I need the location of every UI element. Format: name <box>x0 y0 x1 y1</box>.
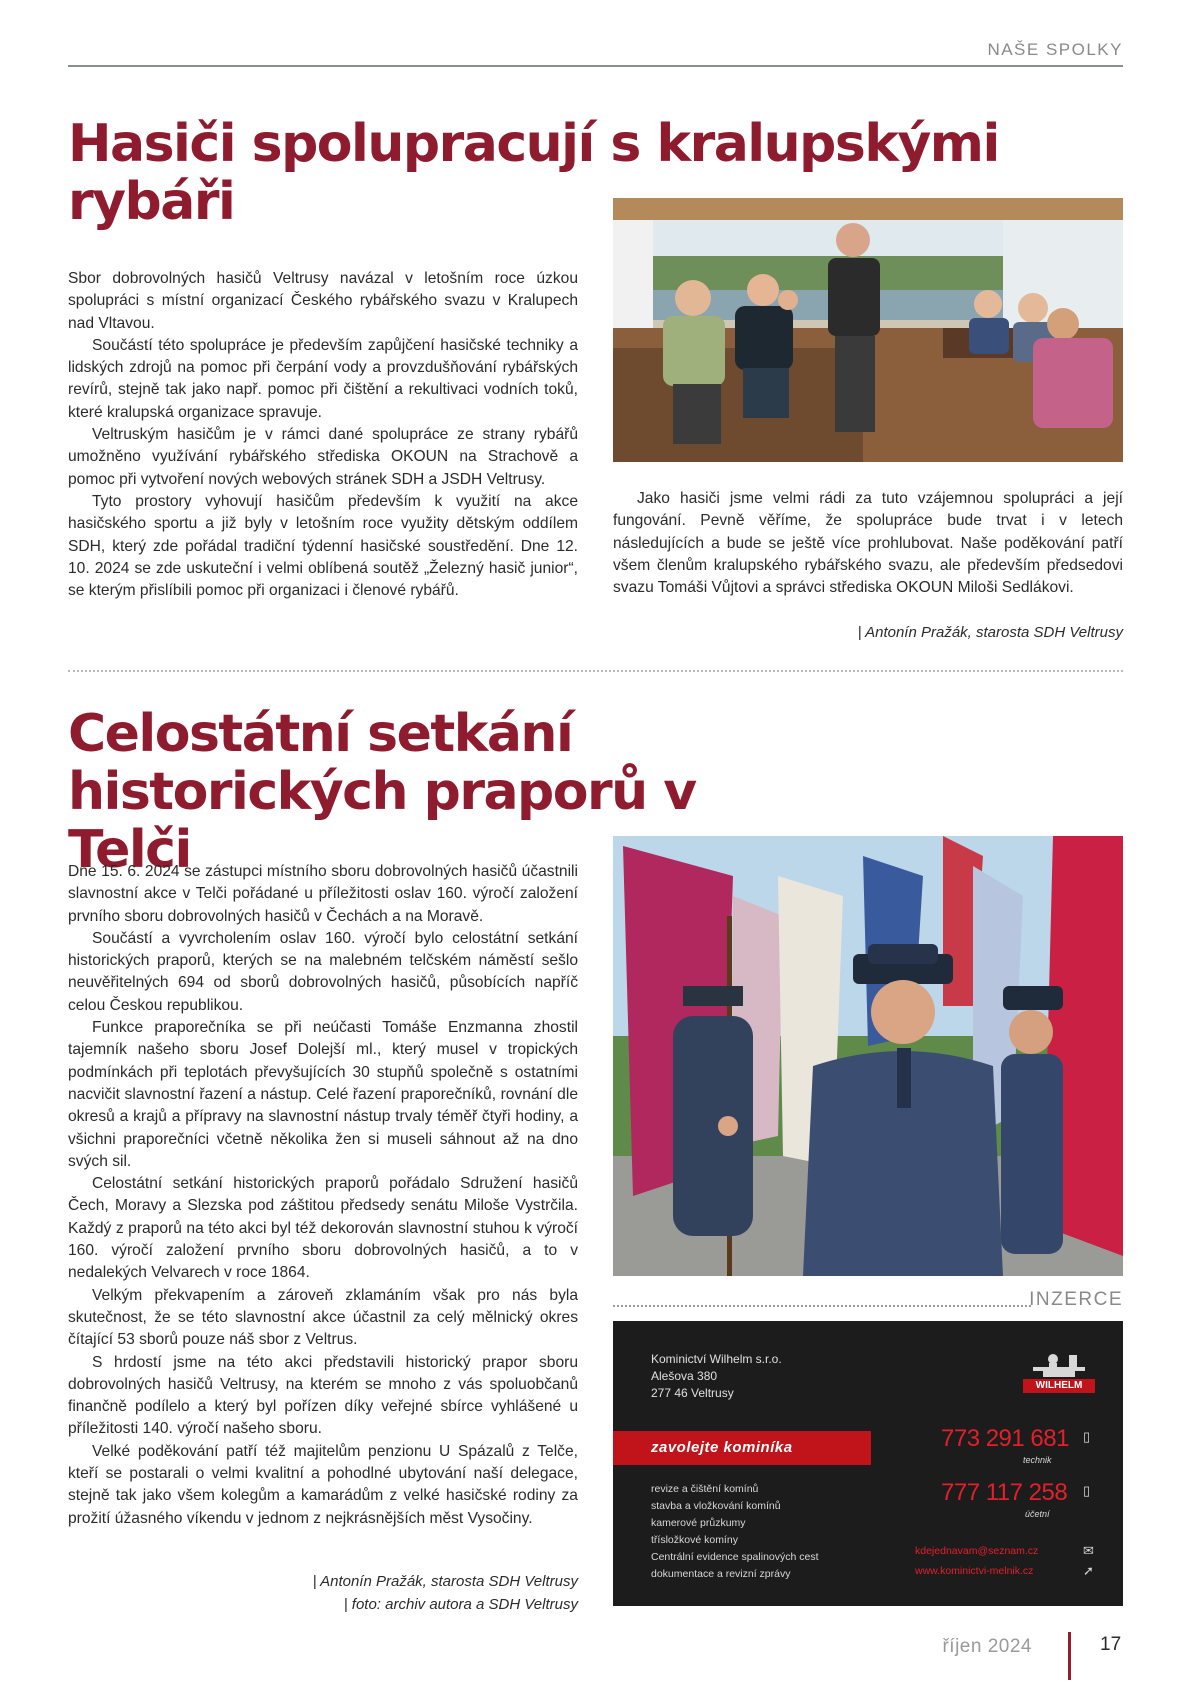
article1-paragraph: Sbor dobrovolných hasičů Veltrusy navázal v letošním roce úzkou spolupráci s místní organizací Českého rybářského svazu v Kralupech nad Vltavou. <box>68 270 578 332</box>
article-divider <box>68 670 1123 672</box>
ad-email: kdejednavam@seznam.cz <box>915 1545 1039 1557</box>
ad-phone-accounting: 777 117 258 <box>941 1479 1068 1506</box>
article2-title: Celostátní setkání historických praporů v Telči <box>68 704 696 880</box>
ad-company-info <box>651 1351 782 1402</box>
ad-company-line: 277 46 Veltrusy <box>651 1386 734 1400</box>
article1-body <box>68 268 578 602</box>
ad-service-item: kamerové průzkumy <box>651 1517 746 1529</box>
article2-paragraph: Celostátní setkání historických praporů pořádalo Sdružení hasičů Čech, Moravy a Slezska pod záštitou předsedy senátu Miloše Vystrčila. Každý z praporů na této akci byl též dekorován slavnostní stuhou k výročí 160. výročí založení prvního sboru dobrovolných hasičů, a to v nedalekých Velvarech v roce 1864. <box>68 1175 578 1282</box>
ad-label-dots <box>613 1305 1031 1307</box>
article1-paragraph: Jako hasiči jsme velmi rádi za tuto vzájemnou spolupráci a její fungování. Pevně věříme, že spolupráce bude trvat i v letech následujících a bude se ještě více prohlubovat. Naše poděkování patří všem členům kralupského rybářského svazu, ale především předsedovi svazu Tomáši Vůjtovi a správci střediska OKOUN Miloši Sedlákovi. <box>613 490 1123 597</box>
article1-paragraph: Veltruským hasičům je v rámci dané spolupráce ze strany rybářů umožněno využívání rybářského střediska OKOUN na Strachově a pomoc při vytvoření nových webových stránek SDH a JSDH Veltrusy. <box>68 426 578 488</box>
ad-phone-technician: 773 291 681 <box>941 1425 1069 1452</box>
ad-logo-text: WILHELM <box>1023 1379 1095 1393</box>
article2-paragraph: Velké poděkování patří též majitelům penzionu U Spázalů z Telče, kteří se postarali o velmi kvalitní a pohodlné ubytování naší delegace, stejně tak jako všem kolegům a kamarádům z velké hasičské rodiny za prožití úžasného víkendu v jednom z nejkrásnějších měst Vysočiny. <box>68 1442 578 1527</box>
article2-photo <box>613 836 1123 1276</box>
header-rule <box>68 65 1123 67</box>
article2-body <box>68 861 578 1530</box>
article2-paragraph: Velkým překvapením a zároveň zklamáním však pro nás byla skutečnost, že se této slavnostní akce účastnil za celý mělnický okres čítající 53 sborů pouze náš sbor z Veltrus. <box>68 1286 578 1349</box>
footer-rule <box>1068 1632 1071 1680</box>
ad-service-item: revize a čištění komínů <box>651 1483 759 1495</box>
cursor-arrow-icon: ➚ <box>1083 1563 1094 1578</box>
ad-label: INZERCE <box>1029 1289 1123 1310</box>
flags-photo-image <box>613 836 1123 1276</box>
article1-byline: | Antonín Pražák, starosta SDH Veltrusy <box>857 624 1123 641</box>
ad-company-line: Kominictví Wilhelm s.r.o. <box>651 1352 782 1366</box>
ad-slogan: zavolejte kominíka <box>651 1439 793 1456</box>
article2-paragraph: Dne 15. 6. 2024 se zástupci místního sboru dobrovolných hasičů účastnili slavnostní akce v Telči pořádané u příležitosti oslav 160. výročí založení prvního sboru dobrovolných hasičů v Čechách a na Moravě. <box>68 863 578 925</box>
ad-service-item: dokumentace a revizní zprávy <box>651 1568 791 1580</box>
article1-photo <box>613 198 1123 462</box>
envelope-icon: ✉ <box>1083 1543 1094 1558</box>
section-label: NAŠE SPOLKY <box>987 40 1123 59</box>
ad-phone-accounting-label: účetní <box>1025 1509 1050 1519</box>
article2-paragraph: Součástí a vyvrcholením oslav 160. výročí bylo celostátní setkání historických praporů, kterých se na malebném telčském náměstí sešlo neuvěřitelných 694 od sborů dobrovolných hasičů, působících napříč celou Českou republikou. <box>68 929 578 1014</box>
advertisement <box>613 1321 1123 1606</box>
mobile-phone-icon: ▯ <box>1083 1483 1091 1498</box>
article2-bylines <box>68 1570 578 1616</box>
ad-service-item: stavba a vložkování komínů <box>651 1500 781 1512</box>
article1-paragraph: Tyto prostory vyhovují hasičům především k využití na akce hasičského sportu a již byly v letošním roce využity dětským oddílem SDH, který zde pořádal tradiční týdenní hasičské soustředění. Dne 12. 10. 2024 se zde uskuteční i velmi oblíbená soutěž „Železný hasič junior“, se kterým přislíbili pomoc při organizaci i členové rybářů. <box>68 492 578 600</box>
article1-title: Hasiči spolupracují s kralupskými rybáři <box>68 114 999 232</box>
article1-paragraph: Součástí této spolupráce je především zapůjčení hasičské techniky a lidských zdrojů na pomoc při čerpání vody a provzdušňování rybářských revírů, stejně tak jako např. pomoc při čištění a rekultivaci vodních toků, které kralupská organizace spravuje. <box>68 336 578 421</box>
article2-paragraph: Funkce praporečníka se při neúčasti Tomáše Enzmanna zhostil tajemník našeho sboru Josef Dolejší ml., který musel v tropických podmínkách při teplotách převyšujících 30 stupňů společně s ostatními nacvičit slavnostní řazení a nástup. Celé řazení praporečníků, rovnání dle okresů a krajů a přípravy na slavnostní nástup trvaly téměř čtyři hodiny, a všichni praporečníci včetně několika žen si museli sáhnout až na dno svých sil. <box>68 1019 578 1170</box>
article2-byline: | Antonín Pražák, starosta SDH Veltrusy <box>312 1573 578 1590</box>
ad-service-item: Centrální evidence spalinových cest <box>651 1551 819 1563</box>
article2-photo-credit: | foto: archiv autora a SDH Veltrusy <box>343 1596 578 1613</box>
ad-services-list <box>651 1481 819 1583</box>
ad-service-item: třísložkové komíny <box>651 1534 738 1546</box>
ad-phone-technician-label: technik <box>1023 1455 1052 1465</box>
article1-body-right <box>613 488 1123 599</box>
boat-photo-image <box>613 198 1123 462</box>
footer-date: říjen 2024 <box>942 1636 1032 1657</box>
page-number: 17 <box>1100 1634 1122 1655</box>
ad-website: www.kominictvi-melnik.cz <box>915 1565 1034 1577</box>
mobile-phone-icon: ▯ <box>1083 1429 1091 1444</box>
article2-paragraph: S hrdostí jsme na této akci představili historický prapor sboru dobrovolných hasičů Veltrusy, na kterém se mnoho z vás spoluobčanů finančně podílelo a který byl pořízen díky veřejné sbírce vyhlášené u příležitosti 140. výročí našeho sboru. <box>68 1353 578 1438</box>
ad-label-row <box>613 1289 1123 1313</box>
ad-company-line: Alešova 380 <box>651 1369 718 1383</box>
